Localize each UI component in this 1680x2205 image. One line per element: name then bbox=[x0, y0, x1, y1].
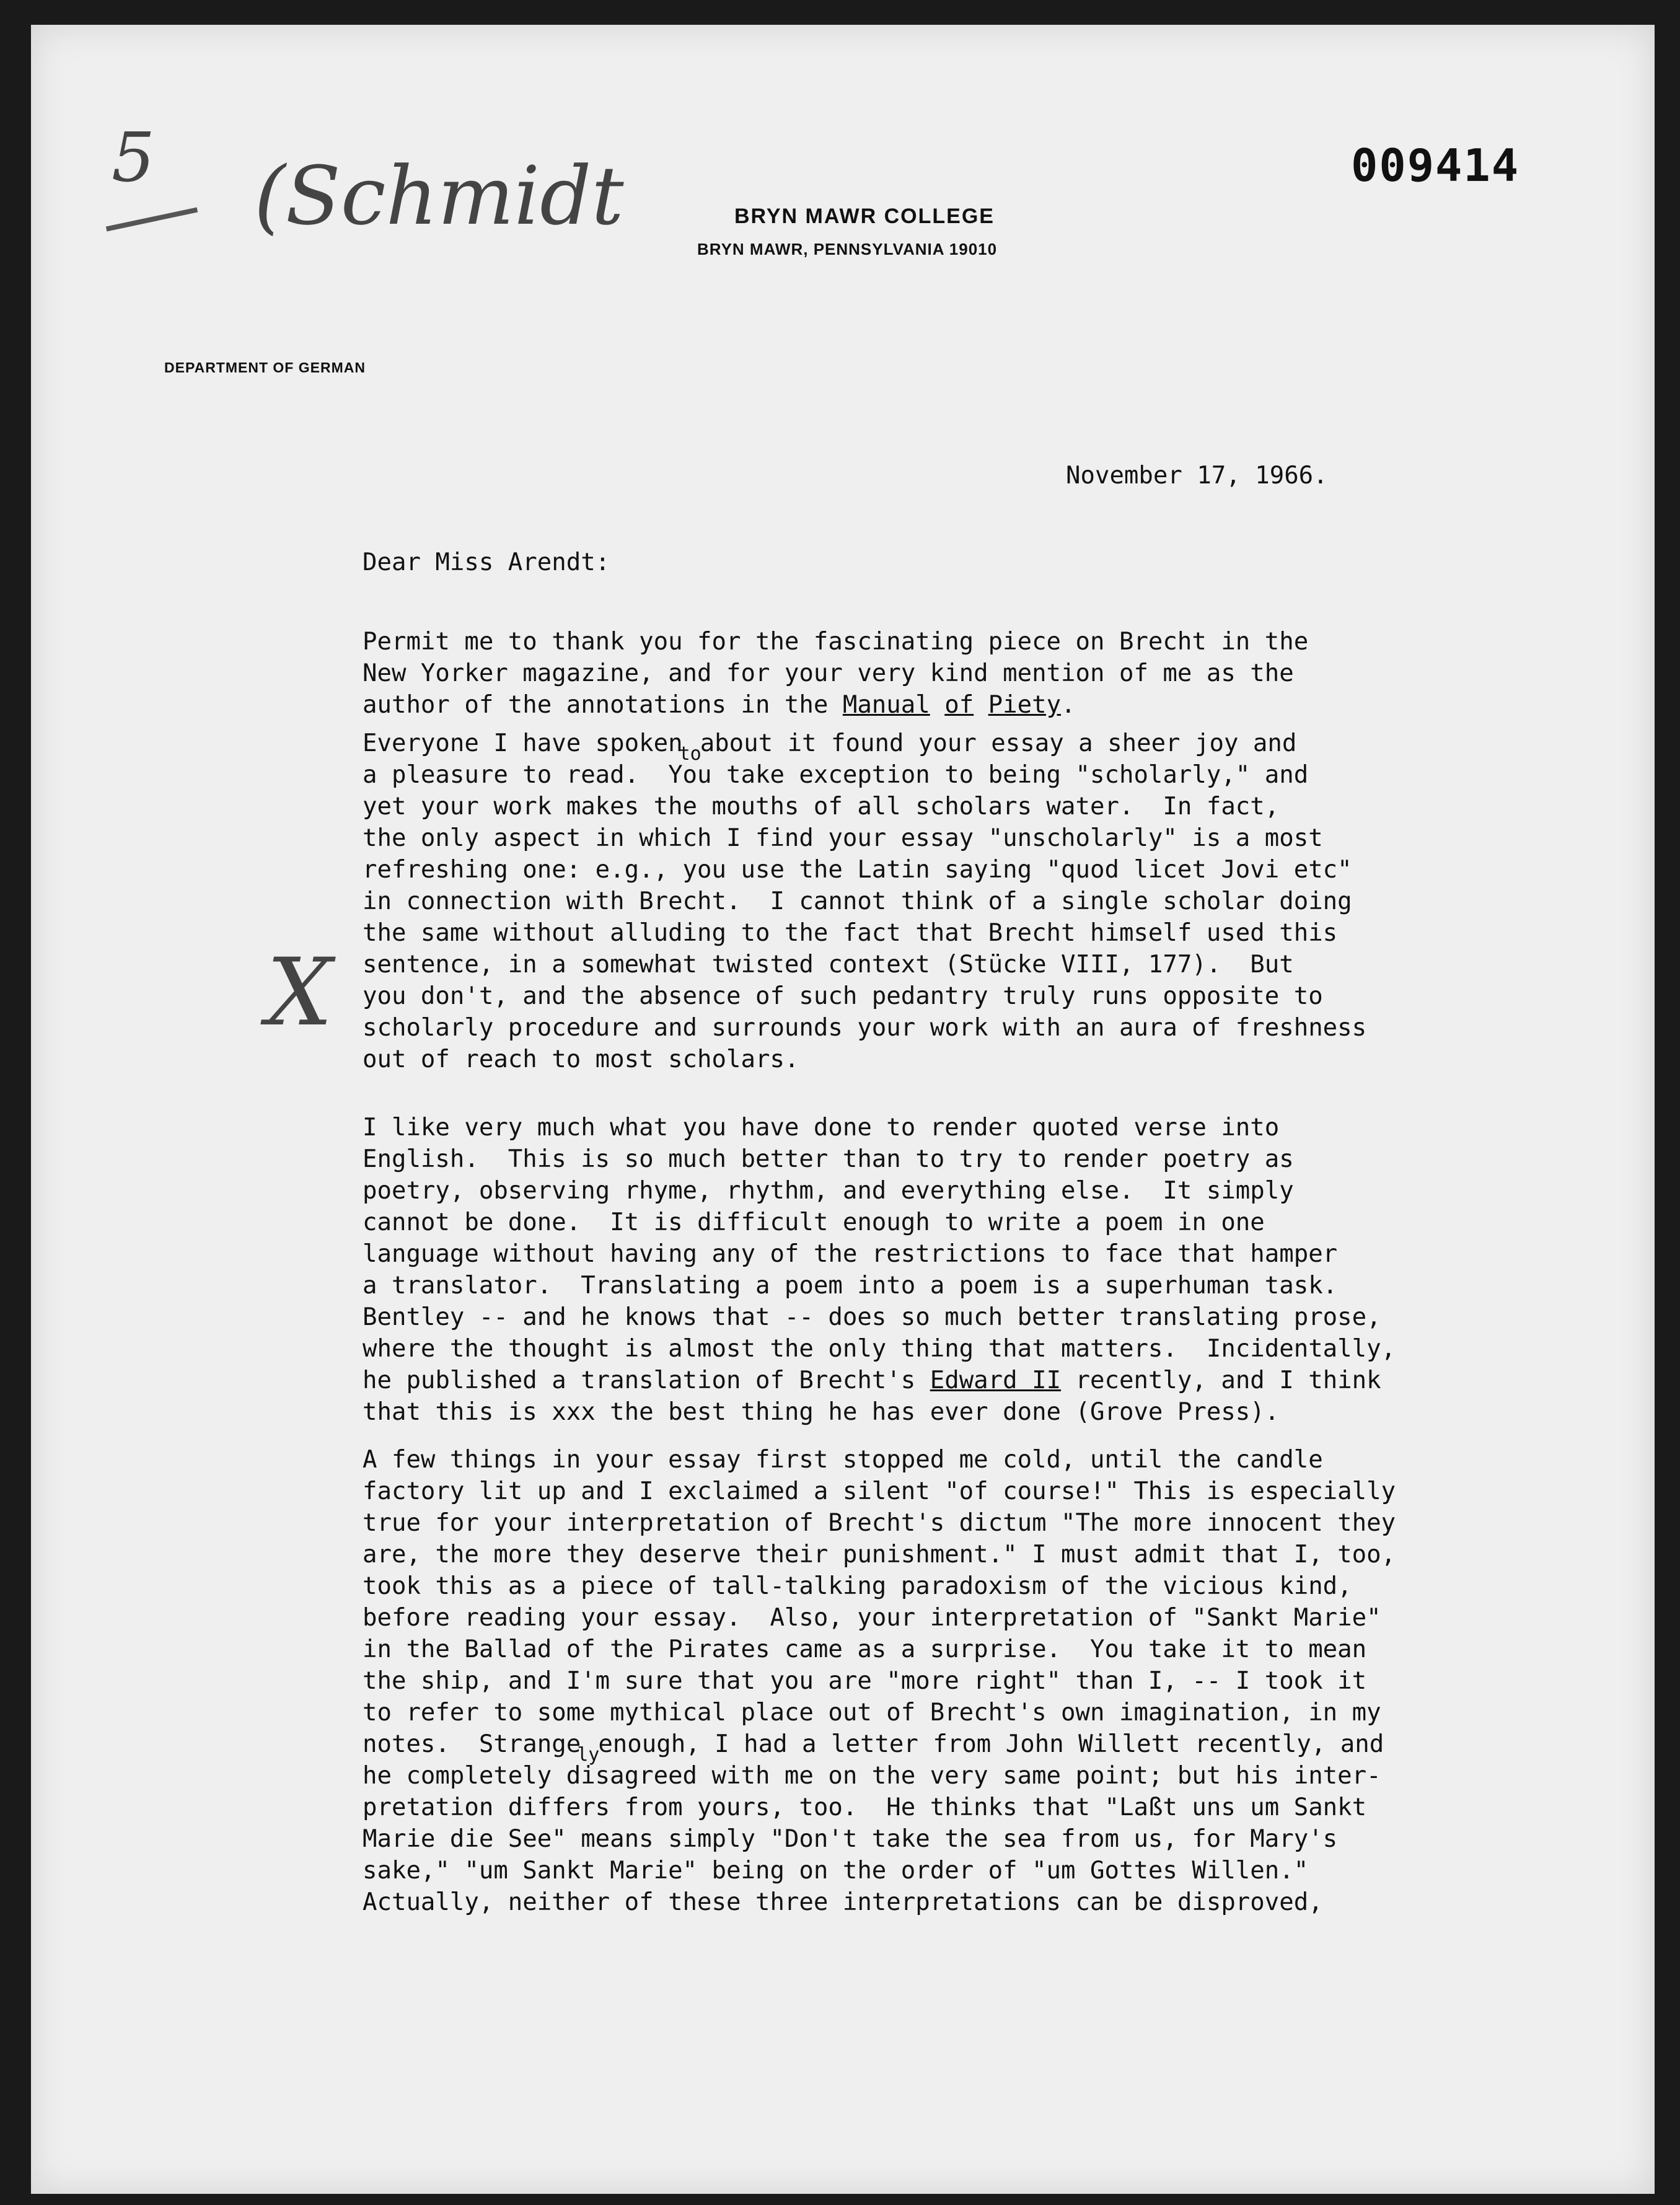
paragraph-4 bbox=[363, 1444, 1396, 1918]
text-line: true for your interpretation of Brecht's dictum "The more innocent they bbox=[363, 1509, 1396, 1537]
text-line: pretation differs from yours, too. He thinks that "Laßt uns um Sankt bbox=[363, 1793, 1367, 1821]
archive-stamp-number: 009414 bbox=[1351, 139, 1520, 191]
text-line: a translator. Translating a poem into a poem is a superhuman task. bbox=[363, 1272, 1338, 1300]
text-line: the only aspect in which I find your essay "unscholarly" is a most bbox=[363, 824, 1323, 852]
text-line: you don't, and the absence of such pedantry truly runs opposite to bbox=[363, 982, 1323, 1010]
letter-page bbox=[31, 25, 1655, 2194]
letterhead-address: BRYN MAWR, PENNSYLVANIA 19010 bbox=[697, 240, 998, 258]
text-line: sentence, in a somewhat twisted context (Stücke VIII, 177). But bbox=[363, 951, 1294, 979]
text-line: Marie die See" means simply "Don't take the sea from us, for Mary's bbox=[363, 1825, 1338, 1853]
book-title: Edward II bbox=[930, 1367, 1062, 1394]
text-line: yet your work makes the mouths of all scholars water. In fact, bbox=[363, 793, 1280, 821]
text-line: the ship, and I'm sure that you are "more right" than I, -- I took it bbox=[363, 1667, 1367, 1695]
text-line: the same without alluding to the fact that Brecht himself used this bbox=[363, 919, 1338, 947]
text-line: in the Ballad of the Pirates came as a surprise. You take it to mean bbox=[363, 1635, 1367, 1663]
text-line: in connection with Brecht. I cannot think of a single scholar doing bbox=[363, 887, 1352, 915]
text-line: New Yorker magazine, and for your very kind mention of me as the bbox=[363, 659, 1294, 687]
letterhead-college: BRYN MAWR COLLEGE bbox=[734, 205, 995, 228]
margin-mark: X bbox=[266, 939, 333, 1047]
text-line: cannot be done. It is difficult enough to write a poem in one bbox=[363, 1208, 1265, 1236]
book-title-word: Manual bbox=[842, 691, 930, 719]
text-line: that this is xxx the best thing he has ever done (Grove Press). bbox=[363, 1398, 1280, 1426]
text-line: he published a translation of Brecht's Edward II recently, and I think bbox=[363, 1367, 1381, 1394]
letterhead-department: DEPARTMENT OF GERMAN bbox=[164, 359, 366, 376]
paragraph-2 bbox=[363, 728, 1366, 1075]
text-line: he completely disagreed with me on the very same point; but his inter- bbox=[363, 1762, 1381, 1790]
paragraph-3 bbox=[363, 1112, 1396, 1428]
book-title-word: Piety bbox=[988, 691, 1062, 719]
text-line: language without having any of the restrictions to face that hamper bbox=[363, 1240, 1338, 1268]
caret-insert: ly bbox=[577, 1744, 600, 1766]
text-line: took this as a piece of tall-talking paradoxism of the vicious kind, bbox=[363, 1572, 1352, 1600]
text-line: where the thought is almost the only thing that matters. Incidentally, bbox=[363, 1335, 1396, 1363]
text-line: notes. Strange$_{ly}$enough, I had a letter from John Willett recently, and bbox=[363, 1730, 1384, 1766]
text-line: refreshing one: e.g., you use the Latin saying "quod licet Jovi etc" bbox=[363, 856, 1352, 884]
text-line: out of reach to most scholars. bbox=[363, 1045, 799, 1073]
paragraph-1 bbox=[363, 626, 1308, 721]
text-line: author of the annotations in the Manual of Piety. bbox=[363, 691, 1076, 719]
text-line: I like very much what you have done to render quoted verse into bbox=[363, 1114, 1280, 1142]
book-title-word: of bbox=[944, 691, 974, 719]
text-line: scholarly procedure and surrounds your work with an aura of freshness bbox=[363, 1014, 1367, 1042]
text-line: English. This is so much better than to try to render poetry as bbox=[363, 1145, 1294, 1173]
text-line: are, the more they deserve their punishment." I must admit that I, too, bbox=[363, 1541, 1396, 1569]
text-line: a pleasure to read. You take exception to being "scholarly," and bbox=[363, 761, 1309, 789]
text-line: sake," "um Sankt Marie" being on the order of "um Gottes Willen." bbox=[363, 1857, 1309, 1885]
text-line: A few things in your essay first stopped me cold, until the candle bbox=[363, 1446, 1323, 1474]
text-line: to refer to some mythical place out of Brecht's own imagination, in my bbox=[363, 1699, 1381, 1727]
text-line: before reading your essay. Also, your interpretation of "Sankt Marie" bbox=[363, 1604, 1381, 1632]
text-line: Actually, neither of these three interpretations can be disproved, bbox=[363, 1888, 1323, 1916]
text-line: poetry, observing rhyme, rhythm, and everything else. It simply bbox=[363, 1177, 1294, 1205]
text-line: factory lit up and I exclaimed a silent "of course!" This is especially bbox=[363, 1477, 1396, 1505]
letter-date: November 17, 1966. bbox=[1066, 462, 1328, 490]
handwritten-name: (Schmidt bbox=[254, 149, 624, 243]
caret-insert: to bbox=[679, 743, 701, 765]
text-line: Bentley -- and he knows that -- does so much better translating prose, bbox=[363, 1303, 1381, 1331]
handwritten-dash bbox=[106, 207, 198, 231]
text-line: Permit me to thank you for the fascinating piece on Brecht in the bbox=[363, 628, 1309, 656]
salutation: Dear Miss Arendt: bbox=[363, 548, 610, 576]
handwritten-number: 5 bbox=[112, 118, 155, 197]
text-line: Everyone I have spoken$_{to}$about it found your essay a sheer joy and bbox=[363, 729, 1297, 765]
